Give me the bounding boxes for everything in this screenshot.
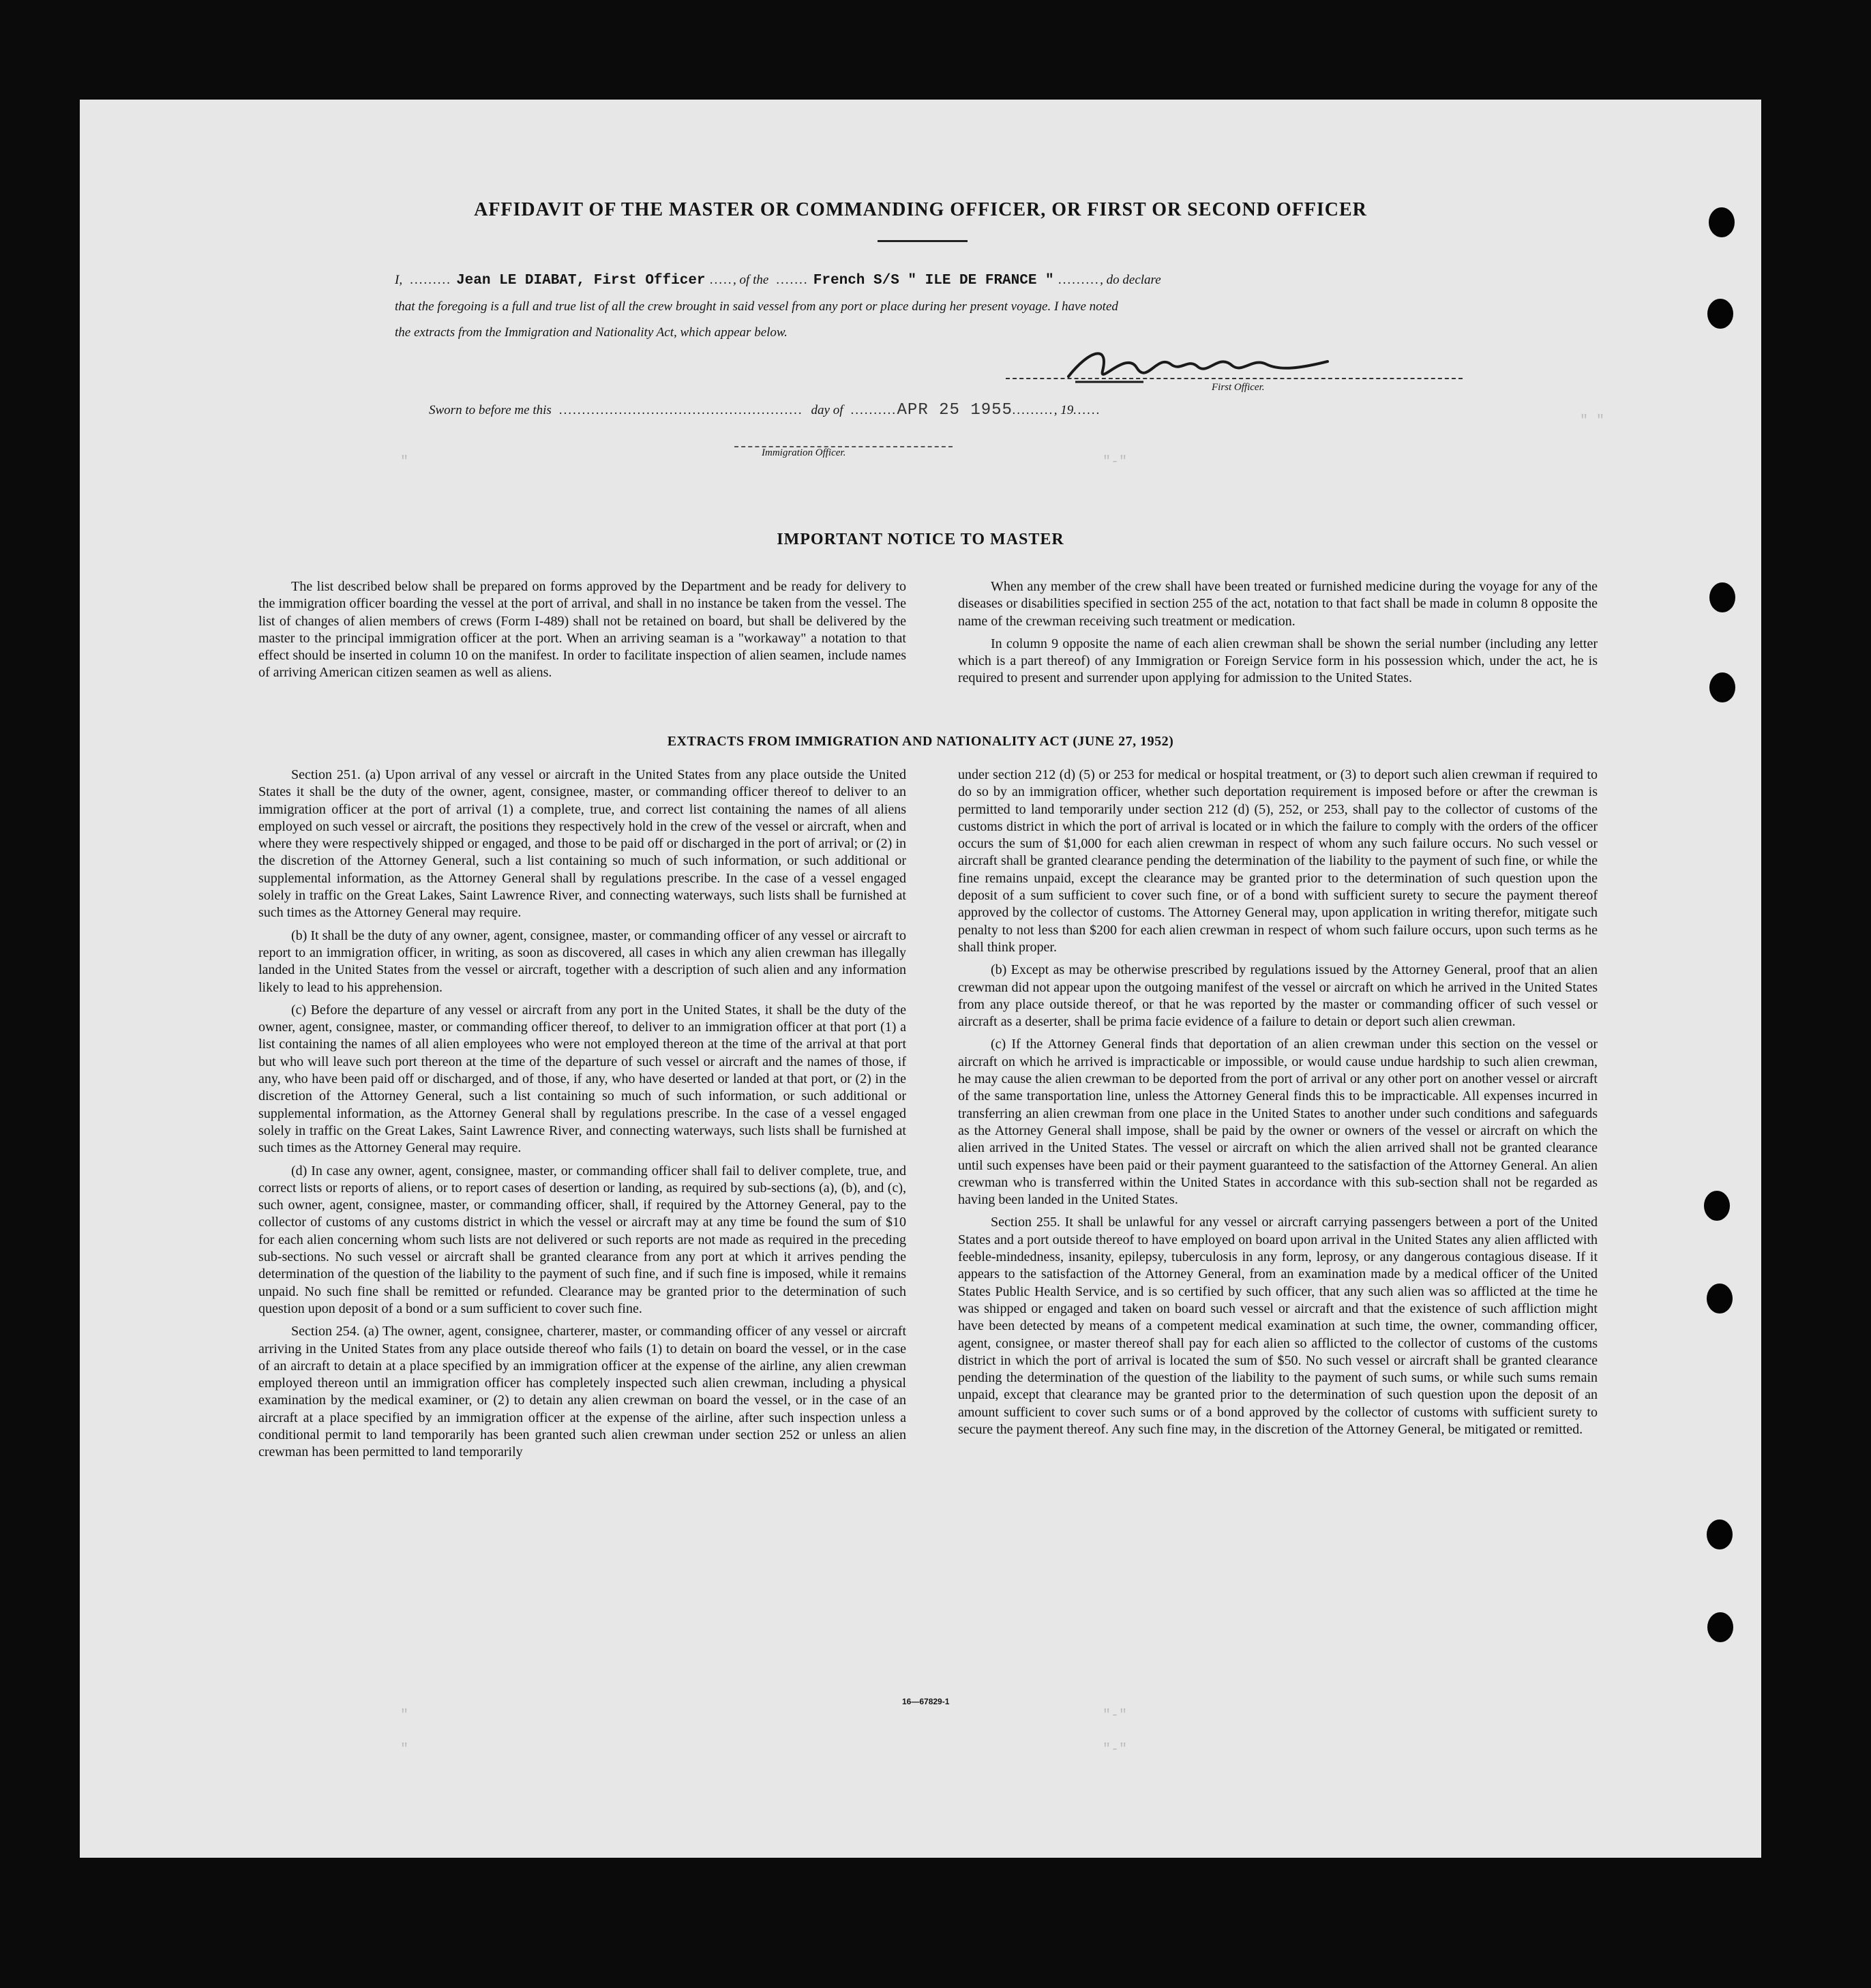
act-paragraph: (b) Except as may be otherwise prescribed by regulations issued by the Attorney General, proof that an alien crewman did not appear upon the outgoing manifest of the vessel or aircraft on which he arrived in the United States from any place outside thereof, or that he was reported by the master or commanding officer of such vessel or aircraft as a deserter, shall be prima facie evidence of a failure to detain or deport such alien crewman. [958,962,1598,1030]
act-paragraph: (d) In case any owner, agent, consignee, master, or commanding officer shall fail to deliver complete, true, and correct lists or reports of aliens, or to report cases of desertion or landing, as required by sub-sections (a), (b), and (c), such owner, agent, consignee, master, or commanding officer, shall, if required by the Attorney General, pay to the collector of customs of any customs district in which the vessel or aircraft may at any time be found the sum of $10 for each alien concerning whom such lists are not delivered or such reports are not made as required in the preceding sub-sections. No such vessel or aircraft shall be granted clearance from any port at which it arrives pending the determination of the question of the liability to the payment of such fine, and if such fine is imposed, while it remains unpaid. No such fine shall be remitted or refunded. Clearance may be granted prior to the determination of such question upon deposit of a bond or a sum sufficient to cover such fine. [258,1163,906,1316]
act-paragraph: (c) Before the departure of any vessel or aircraft from any port in the United States, it shall be the duty of the owner, agent, consignee, master, or commanding officer thereof, to deliver to an immigration officer at that port (1) a list containing the names of all alien employees who were not employed thereon at the time of the arrival at that port but who will leave such port thereon at the time of the departure of such vessel or aircraft and the names of those, if any, who have been paid off or discharged, and of those, if any, who have deserted or landed at that port, or (2) in the discretion of the Attorney General, such a list containing so much of such information, or such additional or supplemental information, as the Attorney General shall by regulations prescribe. In the case of a vessel engaged solely in traffic on the Great Lakes, Saint Lawrence River, and connecting waterways, such lists shall be furnished at such times as the Attorney General may require. [258,1002,906,1156]
signature-label: First Officer. [1212,382,1265,393]
punch-hole [1709,582,1735,612]
act-paragraph: Section 255. It shall be unlawful for any vessel or aircraft carrying passengers between a port of the United States and a port outside thereof to have employed on board upon arrival in the United States any alien afflicted with feeble-mindedness, insanity, epilepsy, tuberculosis in any form, leprosy, or any dangerous contagious disease. If it appears to the satisfaction of the Attorney General, from an examination made by a medical officer of the United States Public Health Service, and is so certified by such officer, that any such alien was so afflicted at the time he was shipped or engaged and taken on board such vessel or aircraft and that the existence of such affliction might have been detected by means of a competent medical examination at such time, the owner, commanding officer, agent, consignee, or master thereof shall pay for each alien so afflicted to the collector of customs of the customs district in which the port of arrival is located the sum of $50. No such vessel or aircraft shall be granted clearance pending the determination of the question of the liability to the payment of such sums, or while such sums remain unpaid, except that clearance may be granted prior to the determination of such question upon the deposit of an amount sufficient to cover such sums or of a bond approved by the collector of customs with sufficient surety to secure the payment thereof. Any such fine may, in the discretion of the Attorney General, be mitigated or remitted. [958,1215,1598,1437]
notice-paragraph: In column 9 opposite the name of each alien crewman shall be shown the serial number (including any letter which is a part thereof) of any Immigration or Foreign Service form in his possession which, under the act, he is required to present and surrender upon applying for admission to the United States. [958,636,1598,686]
bleed-through: "-" [1103,454,1128,470]
punch-hole [1707,1284,1733,1314]
officer-name-field: Jean LE DIABAT, First Officer [456,273,706,288]
declaration-line-3: the extracts from the Immigration and Nationality Act, which appear below. [395,325,788,340]
document-title: AFFIDAVIT OF THE MASTER OR COMMANDING OFFICER, OR FIRST OR SECOND OFFICER [474,199,1367,220]
bleed-through: "-" [1103,1742,1128,1757]
bleed-through: " [400,1742,409,1757]
act-left-column [258,767,906,1467]
act-paragraph: Section 251. (a) Upon arrival of any vessel or aircraft in the United States from any place outside the United States it shall be the duty of the owner, agent, consignee, master, or commanding officer thereof to deliver to an immigration officer at the port of arrival (1) a complete, true, and correct list containing the names of all aliens employed on such vessel or aircraft, the positions they respectively hold in the crew of the vessel or aircraft, when and where they were respectively shipped or engaged, and those to be paid off or discharged in the port of arrival; or (2) in the discretion of the Attorney General, such a list containing so much of such information, or such additional or supplemental information, as the Attorney General shall by regulations prescribe. In the case of a vessel engaged solely in traffic on the Great Lakes, Saint Lawrence River, and connecting waterways, such lists shall be furnished at such times as the Attorney General may require. [258,767,906,921]
signature-line [1006,378,1463,379]
punch-hole [1709,672,1735,702]
date-stamp: APR 25 1955 [897,401,1013,419]
act-paragraph: under section 212 (d) (5) or 253 for medical or hospital treatment, or (3) to deport such alien crewman if required to do so by an immigration officer, whether such deportation requirement is imposed before or after the crewman is permitted to land temporarily under section 212 (d) (5), 252, or 253, shall pay to the collector of customs of the customs district in which the port of arrival is located or in which the failure to comply with the orders of the officer occurs the sum of $1,000 for each alien crewman in respect of whom any such failure occurs. No such vessel or aircraft shall be granted clearance pending the determination of the liability to the payment of such fine, or while the fine remains unpaid, except the clearance may be granted prior to the determination of such question upon the deposit of a sum sufficient to cover such fine, or of a bond with sufficient surety to secure the payment thereof approved by the collector of customs. The Attorney General may, upon application in writing therefor, mitigate such penalty to not less than $200 for each alien crewman in respect of whom such failure occurs, upon such terms as he shall think proper. [958,767,1598,955]
sworn-year: , 19 [1053,403,1074,417]
bleed-through: " " [1580,413,1605,429]
notice-right-column [958,578,1598,693]
notice-paragraph: The list described below shall be prepared on forms approved by the Department and be ready for delivery to the immigration officer boarding the vessel at the port of arrival, and shall in no instance be taken from the vessel. The list of changes of alien members of crews (Form I-489) shall not be retained on board, but shall be delivered by the master to the principal immigration officer at the port. When an arriving seaman is a "workaway" a notation to that effect should be inserted in column 10 on the manifest. In order to facilitate inspection of alien seamen, include names of arriving American citizen seamen as well as aliens. [258,579,906,681]
declaration-line-2: that the foregoing is a full and true list of all the crew brought in said vessel from any port or place during her present voyage. I have noted [395,299,1118,314]
extracts-title: EXTRACTS FROM IMMIGRATION AND NATIONALITY ACT (JUNE 27, 1952) [667,734,1174,749]
punch-hole [1704,1191,1730,1221]
punch-hole [1707,1519,1733,1549]
bleed-through: " [400,454,409,470]
handwritten-signature [1062,337,1334,391]
bleed-through: "-" [1103,1708,1128,1723]
sworn-prefix: Sworn to before me this [429,403,552,417]
declaration-i: I, [395,273,403,287]
punch-hole [1707,1612,1733,1642]
sworn-line: Sworn to before me this ..................................................... day of ..........APR 25 1955........., 19...... [429,401,1101,419]
declaration-of-the: , of the [733,273,769,287]
title-rule [878,240,968,242]
affidavit-page [80,100,1761,1858]
act-paragraph: (c) If the Attorney General finds that deportation of an alien crewman under this section on the vessel or aircraft on which he arrived is impracticable or impossible, or would cause undue hardship to such alien crewman, he may cause the alien crewman to be deported from the port of arrival or any other port on another vessel or aircraft of the same transportation line, unless the Attorney General finds this to be impracticable. All expenses incurred in transferring an alien crewman from one place in the United States to another under such conditions and safeguards as the Attorney General shall impose, shall be paid by the owner or owners of the vessel or aircraft on which the alien arrived in the United States. The vessel or aircraft on which the alien arrived shall not be granted clearance until such expenses have been paid or their payment guaranteed to the satisfaction of the Attorney General. An alien crewman who is transferred within the United States in accordance with this sub-section shall not be regarded as having been landed in the United States. [958,1037,1598,1208]
declaration-do-declare: , do declare [1100,273,1161,287]
punch-hole [1707,299,1733,329]
act-paragraph: (b) It shall be the duty of any owner, agent, consignee, master, or commanding officer of any vessel or aircraft to report to an immigration officer, in writing, as soon as discovered, all cases in which any alien crewman has illegally landed in the United States from the vessel or aircraft, together with a description of such alien and any information likely to lead to his apprehension. [258,928,906,995]
declaration: I, ......... Jean LE DIABAT, First Officer ....., of the ....... French S/S " ILE DE FRANCE " ........., do declare that the foregoing is a full and true list of all the crew brought in said vessel from any port or place during her present voyage. I have noted the extracts from the Immigration and Nationality Act, which appear below. [395,267,1554,346]
immigration-officer-label: Immigration Officer. [762,447,846,458]
notice-title: IMPORTANT NOTICE TO MASTER [777,531,1064,548]
form-number: 16—67829-1 [902,1697,950,1706]
sworn-day-of: day of [811,403,843,417]
act-paragraph: Section 254. (a) The owner, agent, consignee, charterer, master, or commanding officer of any vessel or aircraft arriving in the United States from any place outside thereof who fails (1) to detain on board the vessel, or in the case of an aircraft to detain at a place specified by an immigration officer at the expense of the airline, any alien crewman employed thereon until an immigration officer has completely inspected such alien crewman, including a physical examination by the medical examiner, or (2) to detain any alien crewman on board the vessel, or in the case of an aircraft at a place specified by an immigration officer at the expense of the airline, after such inspection unless a conditional permit to land temporarily has been granted such alien crewman under section 252 or unless an alien crewman has been permitted to land temporarily [258,1324,906,1460]
vessel-name-field: French S/S " ILE DE FRANCE " [813,273,1054,288]
act-right-column [958,767,1598,1444]
notice-paragraph: When any member of the crew shall have been treated or furnished medicine during the voyage for any of the diseases or disabilities specified in section 255 of the act, notation to that fact shall be made in column 8 opposite the name of the crewman receiving such treatment or medication. [958,579,1598,629]
notice-left-column [258,578,906,687]
bleed-through: " [400,1708,409,1723]
